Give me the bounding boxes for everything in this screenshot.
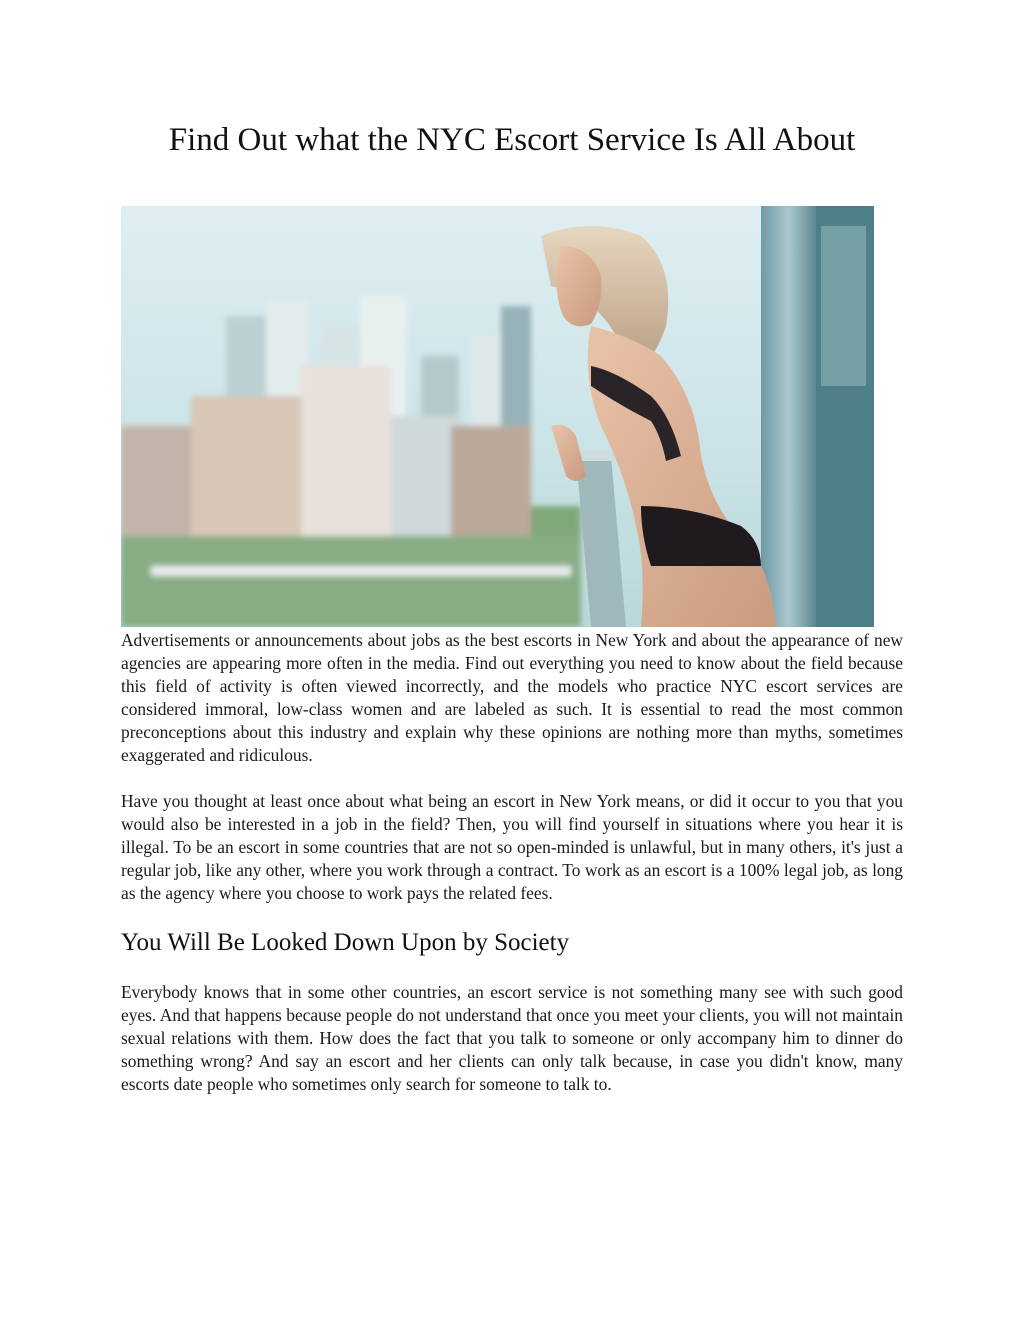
page-title: Find Out what the NYC Escort Service Is All About: [168, 122, 856, 158]
hero-photo: [121, 206, 874, 627]
intro-paragraph-2: Have you thought at least once about what being an escort in New York means, or did it occur to you that you would also be interested in a job in the field? Then, you will find yourself in situations where you hear it is illegal. To be an escort in some countries that are not so open-minded is unlawful, but in many others, it's just a regular job, like any other, where you work through a contract. To work as an escort is a 100% legal job, as long as the agency where you choose to work pays the related fees.: [121, 791, 903, 903]
section-paragraph-1: Everybody knows that in some other countries, an escort service is not something many see with such good eyes. And that happens because people do not understand that once you meet your clients, you will not maintain sexual relations with them. How does the fact that you talk to someone or only accompany him to dinner do something wrong? And say an escort and her clients can only talk because, in case you didn't know, many escorts date people who sometimes only search for someone to talk to.: [121, 982, 903, 1094]
section-heading: You Will Be Looked Down Upon by Society: [121, 929, 570, 956]
article-body: [121, 629, 903, 1096]
intro-paragraph-1: Advertisements or announcements about jobs as the best escorts in New York and about the appearance of new agencies are appearing more often in the media. Find out everything you need to know about the field because this field of activity is often viewed incorrectly, and the models who practice NYC escort services are considered immoral, low-class women and are labeled as such. It is essential to read the most common preconceptions about this industry and explain why these opinions are nothing more than myths, sometimes exaggerated and ridiculous.: [121, 630, 903, 765]
